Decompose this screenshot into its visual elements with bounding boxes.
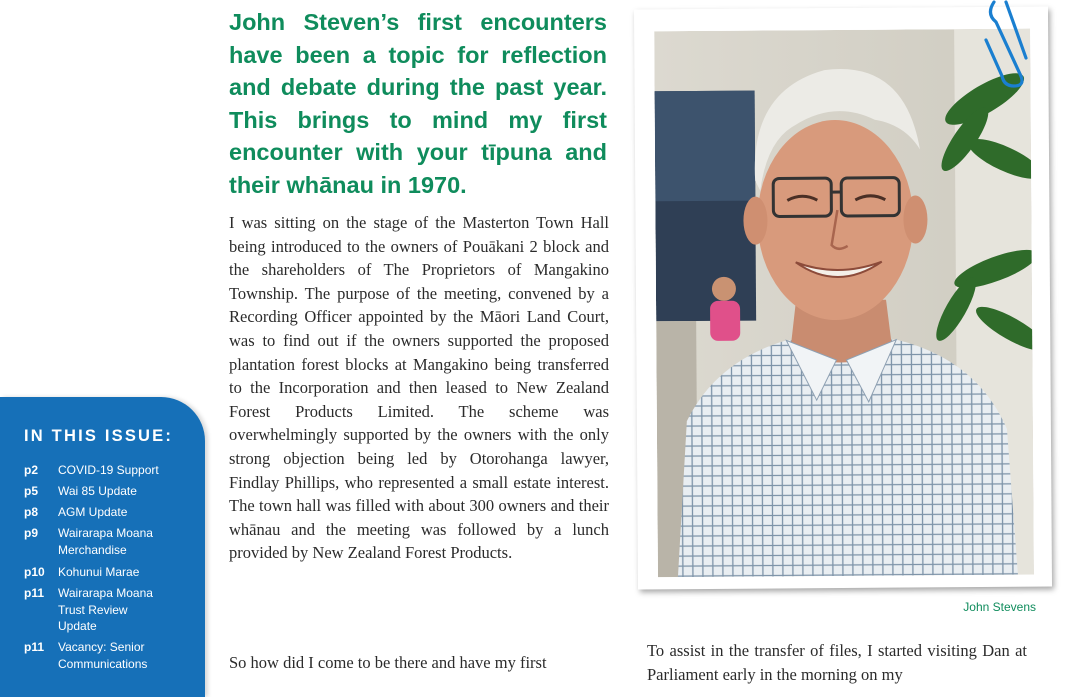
photo-caption: John Stevens: [963, 600, 1036, 614]
issue-page-number: p11: [24, 586, 45, 600]
issue-label: Wairarapa Moana Trust Review Update: [58, 586, 153, 633]
in-this-issue-panel: [0, 397, 205, 697]
issue-page-number: p8: [24, 505, 39, 519]
issue-label: Kohunui Marae: [58, 565, 140, 579]
article-headline: John Steven’s first encounters have been a topic for reflection and debate during the past year. This brings to mind my first encounter with your tīpuna and their whānau in 1970.: [229, 9, 607, 198]
issue-label: AGM Update: [58, 505, 128, 519]
issue-page-number: p9: [24, 526, 39, 540]
portrait-photo: [654, 29, 1034, 578]
paperclip-icon: [980, 0, 1040, 90]
issue-label: Wairarapa Moana Merchandise: [58, 526, 153, 557]
issue-page-number: p2: [24, 463, 39, 477]
body-paragraph: I was sitting on the stage of the Masterton Town Hall being introduced to the owners of Pouākani 2 block and the shareholders of The Proprietors of Mangakino Township. The purpose of the meeting, convened by a Recording Officer appointed by the Māori Land Court, was to find out if the owners supported the proposed plantation forest blocks at Mangakino being transferred to the Incorporation and then leased to New Zealand Forest Products Limited. The scheme was overwhelmingly supported by the owners with the only strong objection being led by Otorohanga lawyer, Findlay Phillips, who represented a small estate interest. The town hall was filled with about 300 owners and their whānau and the meeting was followed by a lunch provided by New Zealand Forest Products.: [229, 213, 609, 563]
body-paragraph-right-column: To assist in the transfer of files, I started visiting Dan at Parliament early in the morning on my: [647, 641, 1027, 684]
issue-page-number: p5: [24, 484, 39, 498]
portrait-illustration: [654, 29, 1034, 578]
issue-label: Wai 85 Update: [58, 484, 137, 498]
issue-label: Vacancy: Senior Communications: [58, 640, 148, 671]
photo-frame: [634, 7, 1052, 590]
in-this-issue-title: IN THIS ISSUE:: [24, 427, 174, 445]
issue-label: COVID-19 Support: [58, 463, 159, 477]
body-paragraph: So how did I come to be there and have my first: [229, 653, 547, 672]
issue-page-number: p10: [24, 565, 45, 579]
issue-page-number: p11: [24, 640, 45, 654]
